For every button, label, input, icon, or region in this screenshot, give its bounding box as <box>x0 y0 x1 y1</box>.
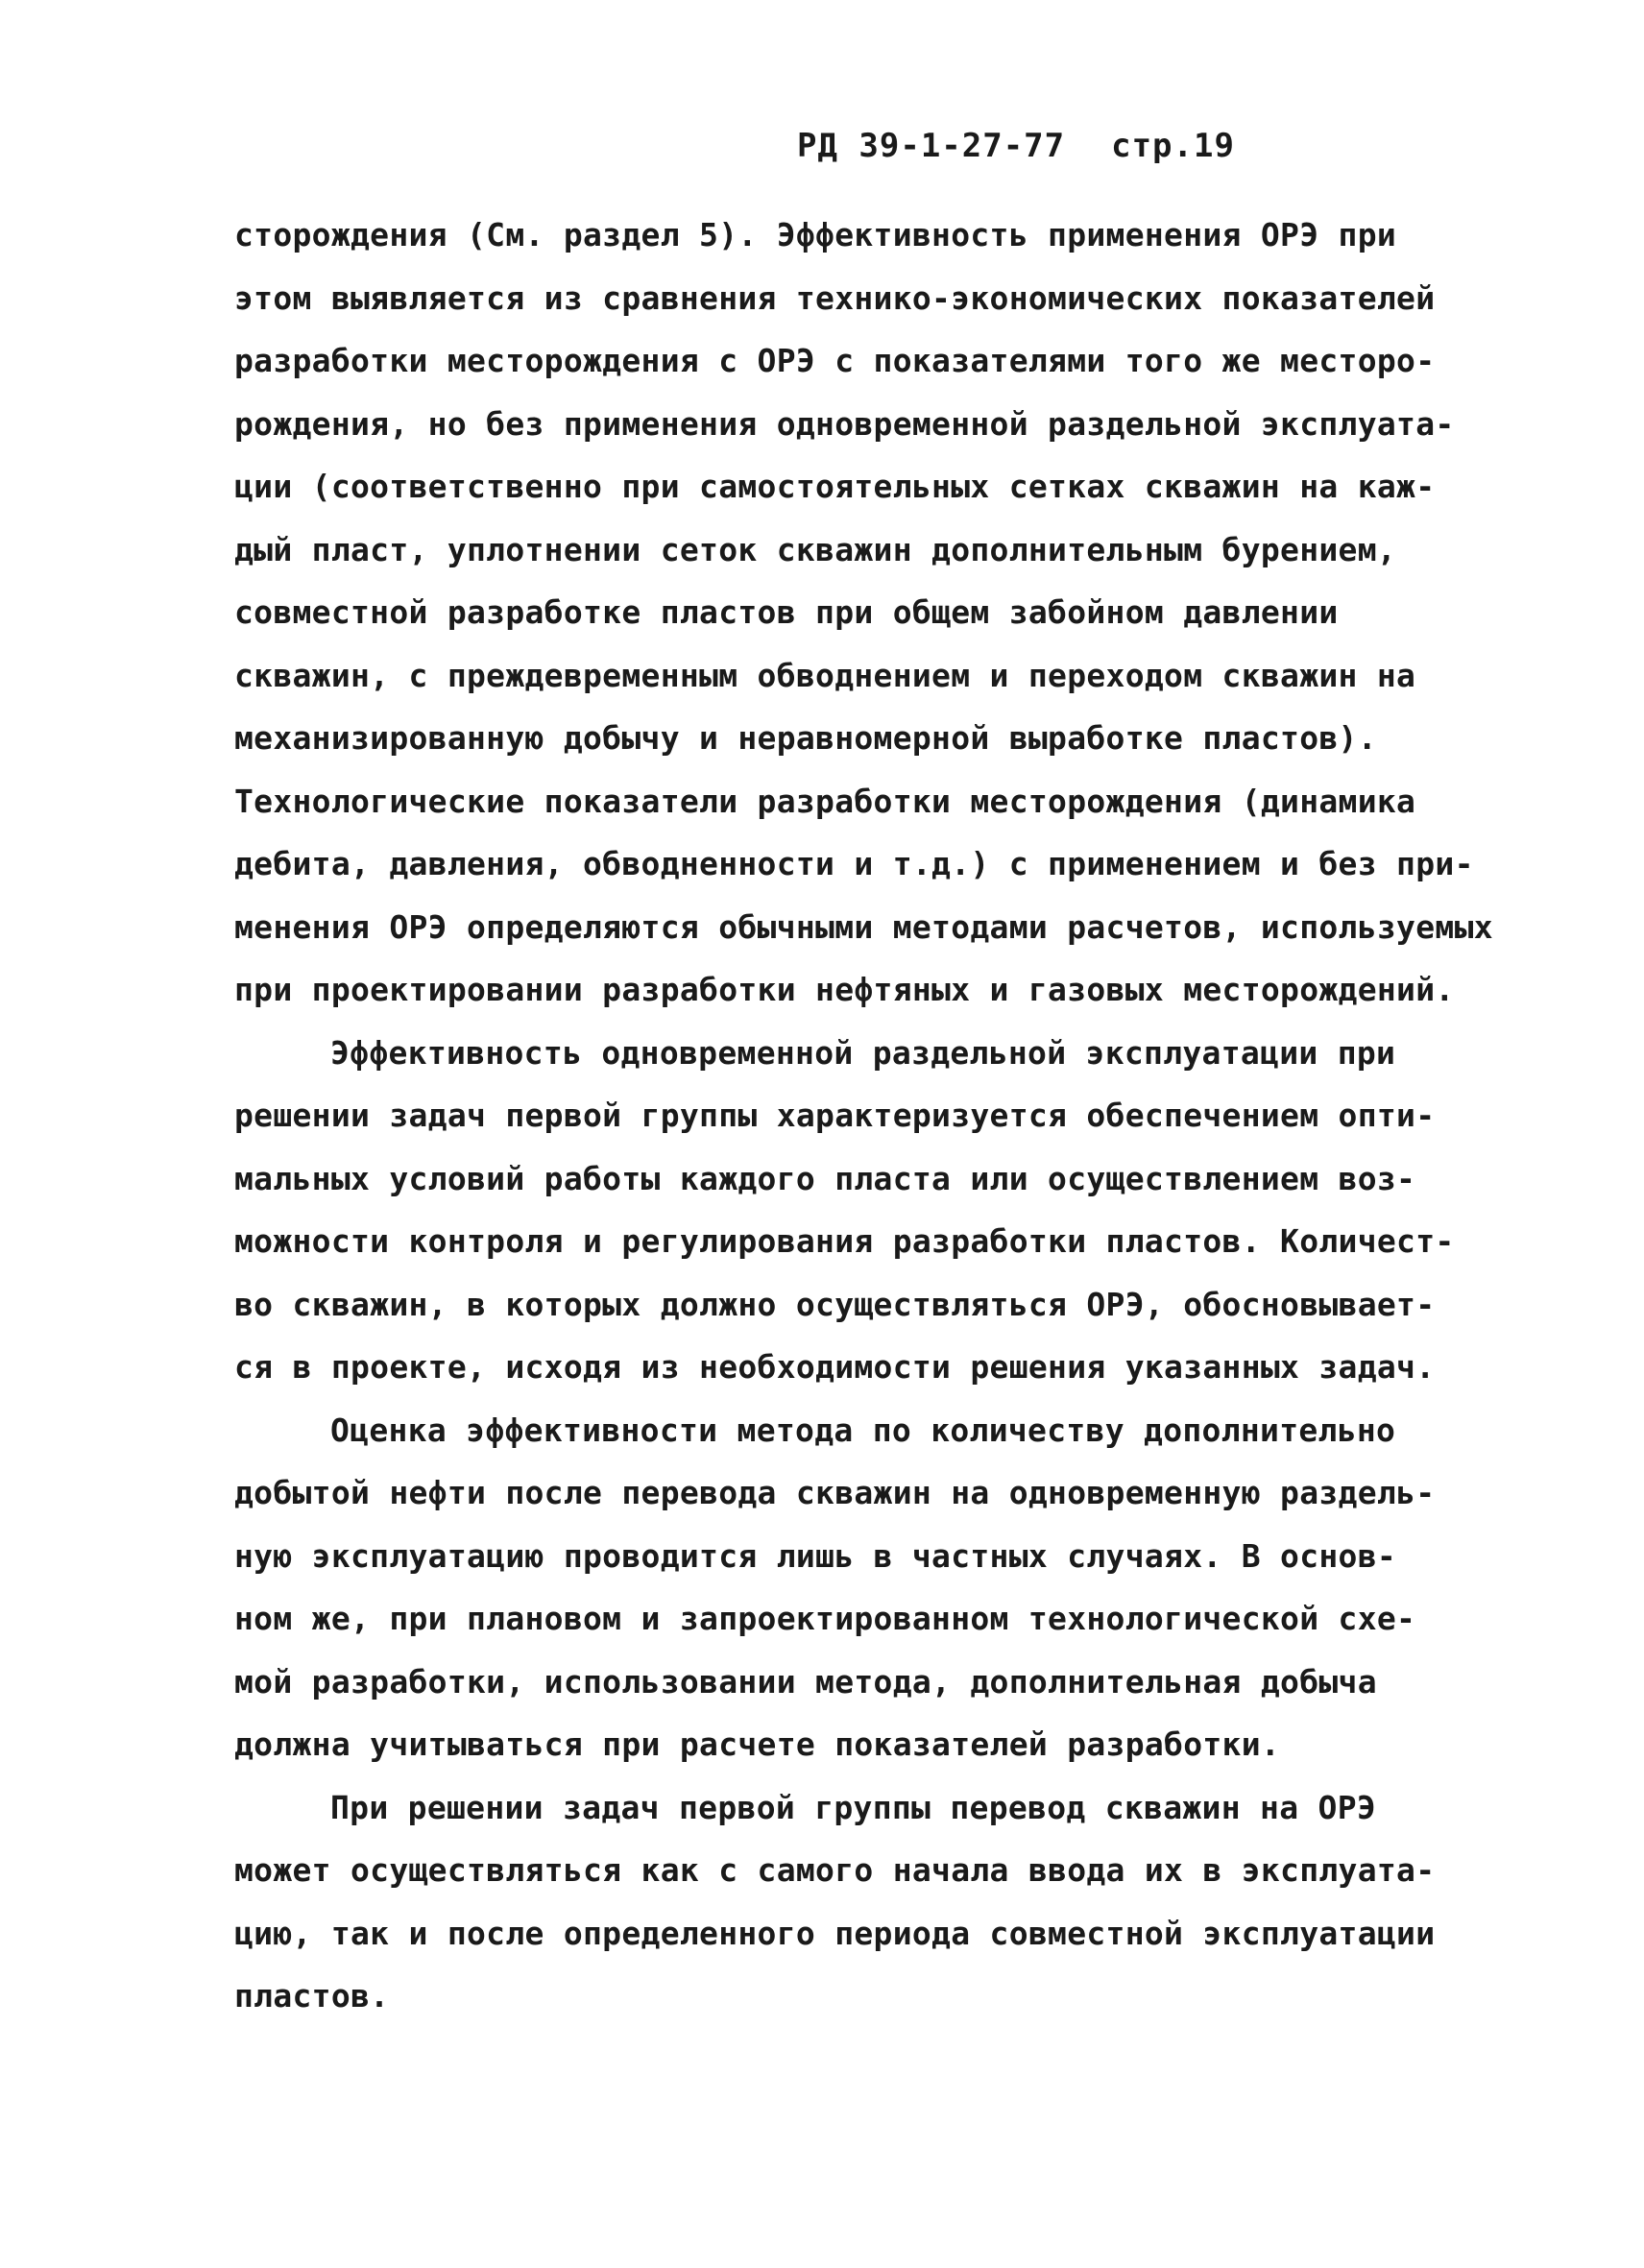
text-line: разработки месторождения с ОРЭ с показателями того же месторо- <box>234 342 1436 379</box>
text-line: сторождения (См. раздел 5). Эффективность применения ОРЭ при <box>234 216 1397 253</box>
text-line: может осуществляться как с самого начала ввода их в эксплуата- <box>234 1851 1436 1889</box>
page-header <box>797 127 1235 165</box>
document-number: РД 39-1-27-77 <box>797 127 1066 165</box>
text-line: этом выявляется из сравнения технико-экономических показателей <box>234 278 1436 317</box>
text-line: мой разработки, использовании метода, дополнительная добыча <box>234 1662 1377 1701</box>
text-line: мальных условий работы каждого пласта или осуществлением воз- <box>234 1159 1416 1197</box>
text-line: дебита, давления, обводненности и т.д.) с применением и без при- <box>234 845 1474 882</box>
text-line: можности контроля и регулирования разработки пластов. Количест- <box>234 1222 1455 1260</box>
text-line: во скважин, в которых должно осуществляться ОРЭ, обосновывает- <box>234 1285 1436 1323</box>
text-line: цию, так и после определенного периода совместной эксплуатации <box>234 1914 1436 1952</box>
text-line: должна учитываться при расчете показателей разработки. <box>234 1725 1281 1763</box>
paragraph-first-line: Оценка эффективности метода по количеству дополнительно <box>330 1411 1396 1449</box>
text-line: ции (соответственно при самостоятельных сетках скважин на каж- <box>234 468 1436 505</box>
text-line: ном же, при плановом и запроектированном технологической схе- <box>234 1600 1416 1637</box>
text-line: решении задач первой группы характеризуется обеспечением опти- <box>234 1097 1436 1134</box>
text-line: дый пласт, уплотнении сеток скважин дополнительным бурением, <box>234 530 1397 568</box>
text-line: рождения, но без применения одновременной раздельной эксплуата- <box>234 404 1455 443</box>
text-line: добытой нефти после перевода скважин на одновременную раздель- <box>234 1474 1436 1511</box>
text-line: ную эксплуатацию проводится лишь в частных случаях. В основ- <box>234 1536 1397 1575</box>
text-line: Технологические показатели разработки месторождения (динамика <box>234 782 1416 820</box>
text-line: пластов. <box>234 1977 390 2015</box>
text-line: совместной разработке пластов при общем забойном давлении <box>234 593 1339 631</box>
text-line: скважин, с преждевременным обводнением и переходом скважин на <box>234 656 1416 694</box>
text-line: механизированную добычу и неравномерной выработке пластов). <box>234 719 1377 757</box>
text-line: при проектировании разработки нефтяных и газовых месторождений. <box>234 971 1455 1008</box>
paragraph-first-line: Эффективность одновременной раздельной эксплуатации при <box>330 1033 1396 1072</box>
paragraph-first-line: При решении задач первой группы перевод скважин на ОРЭ <box>330 1788 1377 1826</box>
page-number: стр.19 <box>1111 127 1235 165</box>
text-line: менения ОРЭ определяются обычными методами расчетов, используемых <box>234 907 1493 946</box>
body-text <box>234 204 1493 2028</box>
text-line: ся в проекте, исходя из необходимости решения указанных задач. <box>234 1348 1436 1386</box>
